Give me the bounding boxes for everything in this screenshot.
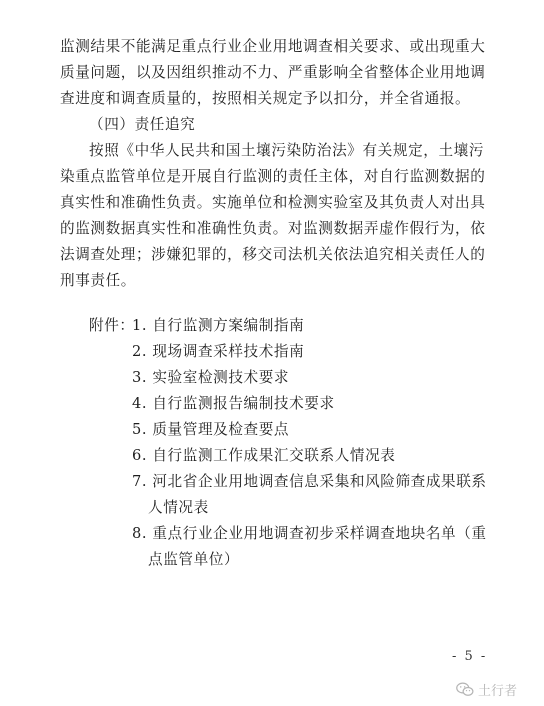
paragraph-line: 染重点监管单位是开展自行监测的责任主体，对自行监测数据的 xyxy=(60,168,486,185)
paragraph-line: 法调查处理；涉嫌犯罪的，移交司法机关依法追究相关责任人的 xyxy=(60,246,486,263)
attachment-item: 7. 河北省企业用地调查信息采集和风险筛查成果联系 xyxy=(132,473,487,490)
attachment-item: 8. 重点行业企业用地调查初步采样调查地块名单（重 xyxy=(132,525,487,542)
attachment-item: 3. 实验室检测技术要求 xyxy=(132,369,290,386)
watermark xyxy=(456,680,517,699)
page-number: - 5 - xyxy=(452,649,488,664)
attachment-item: 1. 自行监测方案编制指南 xyxy=(132,317,305,334)
paragraph-line: 按照《中华人民共和国土壤污染防治法》有关规定，土壤污 xyxy=(89,142,485,159)
wechat-icon xyxy=(456,682,474,697)
paragraph-line: 的监测数据真实性和准确性负责。对监测数据弄虚作假行为，依 xyxy=(60,220,486,237)
paragraph-line: 真实性和准确性负责。实施单位和检测实验室及其负责人对出具 xyxy=(60,194,486,211)
section-heading: （四）责任追究 xyxy=(89,116,196,133)
attachment-item-continuation: 点监管单位） xyxy=(148,551,240,568)
paragraph-line: 质量问题，以及因组织推动不力、严重影响全省整体企业用地调 xyxy=(60,64,486,81)
watermark-text: 土行者 xyxy=(478,684,518,699)
attachment-item-continuation: 人情况表 xyxy=(148,499,209,516)
attachment-item: 5. 质量管理及检查要点 xyxy=(132,421,290,438)
paragraph-line: 查进度和调查质量的，按照相关规定予以扣分，并全省通报。 xyxy=(60,90,471,107)
attachments-label: 附件： xyxy=(89,317,135,334)
paragraph-line: 刑事责任。 xyxy=(60,272,136,289)
paragraph-line: 监测结果不能满足重点行业企业用地调查相关要求、或出现重大 xyxy=(60,38,486,55)
attachment-item: 2. 现场调查采样技术指南 xyxy=(132,343,305,360)
attachment-item: 4. 自行监测报告编制技术要求 xyxy=(132,395,335,412)
attachment-item: 6. 自行监测工作成果汇交联系人情况表 xyxy=(132,447,396,464)
